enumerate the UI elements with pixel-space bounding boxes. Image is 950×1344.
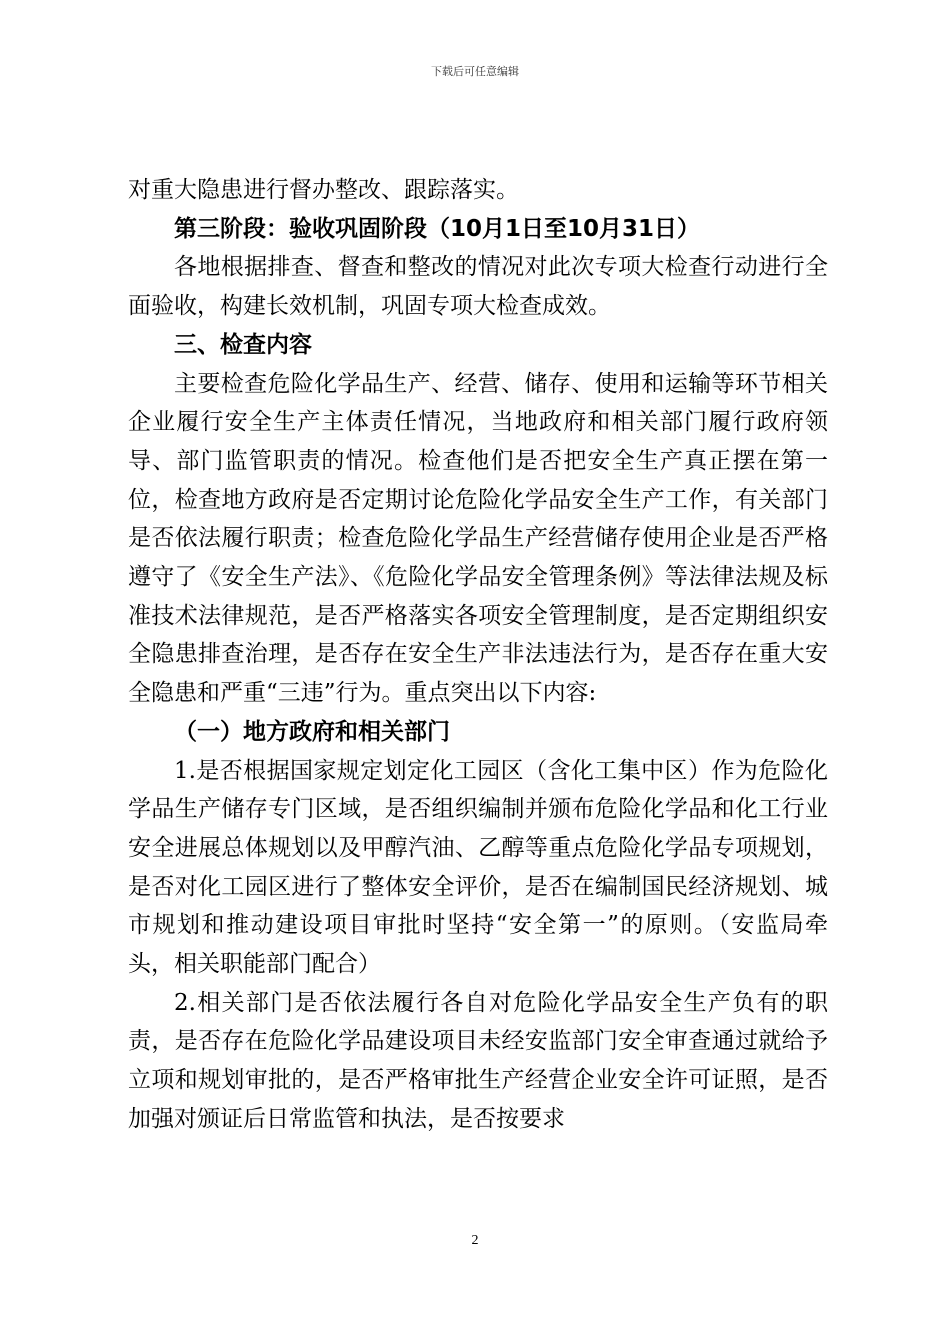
page-header: 下载后可任意编辑 [431,65,519,78]
stage-three-heading: 第三阶段：验收巩固阶段（10月1日至10月31日） [174,215,701,242]
subsection-heading-local-government: （一）地方政府和相关部门 [174,718,450,745]
page-number: 2 [471,1233,479,1248]
paragraph-item-2: 2.相关部门是否依法履行各自对危险化学品安全生产负有的职责，是否存在危险化学品建设项目未经安监部门安全审查通过就给予立项和规划审批的，是否严格审批生产经营企业安全许可证照，是否加强对颁证后日常监管和执法，是否按要求 [128,989,828,1132]
paragraph-inspection-content: 主要检查危险化学品生产、经营、储存、使用和运输等环节相关企业履行安全生产主体责任情况，当地政府和相关部门履行政府领导、部门监管职责的情况。检查他们是否把安全生产真正摆在第一位，检查地方政府是否定期讨论危险化学品安全生产工作，有关部门是否依法履行职责；检查危险化学品生产经营储存使用企业是否严格遵守了《安全生产法》、《危险化学品安全管理条例》等法律法规及标准技术法律规范，是否严格落实各项安全管理制度，是否定期组织安全隐患排查治理，是否存在安全生产非法违法行为，是否存在重大安全隐患和严重“三违”行为。重点突出以下内容: [128,370,828,707]
paragraph-continuation: 对重大隐患进行督办整改、跟踪落实。 [128,177,519,203]
paragraph-stage-three: 各地根据排查、督查和整改的情况对此次专项大检查行动进行全面验收，构建长效机制，巩固专项大检查成效。 [128,254,828,320]
document-body [128,171,828,1139]
section-heading-inspection-content: 三、检查内容 [174,331,312,358]
paragraph-item-1: 1.是否根据国家规定划定化工园区（含化工集中区）作为危险化学品生产储存专门区域，是否组织编制并颁布危险化学品和化工行业安全进展总体规划以及甲醇汽油、乙醇等重点危险化学品专项规划，是否对化工园区进行了整体安全评价，是否在编制国民经济规划、城市规划和推动建设项目审批时坚持“安全第一”的原则。（安监局牵头，相关职能部门配合） [128,757,828,978]
